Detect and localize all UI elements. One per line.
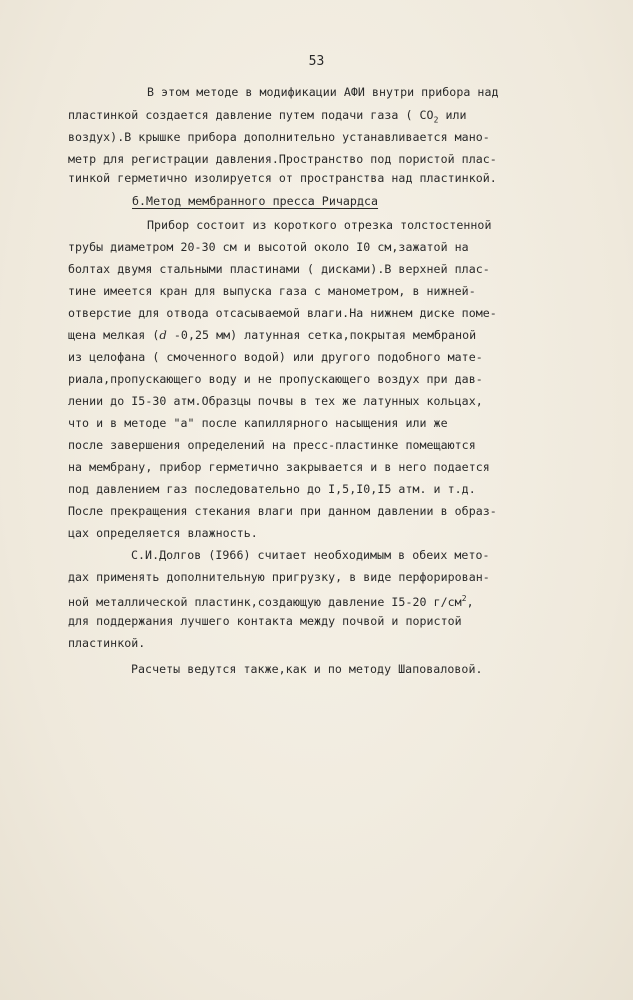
- text-line: трубы диаметром 20-30 см и высотой около I0 см,зажатой на: [68, 240, 469, 254]
- page-number: 53: [308, 54, 325, 69]
- paragraph-calculations: Расчеты ведутся также,как и по методу Шаповаловой.: [131, 662, 483, 676]
- text-line: Прибор состоит из короткого отрезка толстостенной: [147, 218, 492, 232]
- text-line: тине имеется кран для выпуска газа с манометром, в нижней-: [68, 284, 476, 298]
- text-line: С.И.Долгов (I966) считает необходимым в обеих мето-: [131, 548, 490, 562]
- text-line: болтах двумя стальными пластинами ( дисками).В верхней плас-: [68, 262, 490, 276]
- text-line: пластинкой.: [68, 636, 146, 650]
- text-line: лении до I5-30 атм.Образцы почвы в тех же латунных кольцах,: [68, 394, 483, 408]
- diameter-symbol: d: [159, 328, 167, 342]
- text-line: щена мелкая (d -0,25 мм) латунная сетка,покрытая мембраной: [68, 328, 477, 342]
- text-line: из целофана ( смоченного водой) или другого подобного мате-: [68, 350, 483, 364]
- text-line: тинкой герметично изолируется от пространства над пластинкой.: [68, 171, 497, 185]
- text-line: ной металлической пластинк,создающую давление I5-20 $г/см^2$,: [68, 594, 474, 609]
- text-line: для поддержания лучшего контакта между почвой и пористой: [68, 614, 462, 628]
- text-line: на мембрану, прибор герметично закрывается и в него подается: [68, 460, 490, 474]
- text-line: что и в методе "а" после капиллярного насыщения или же: [68, 416, 448, 430]
- text-line: После прекращения стекания влаги при данном давлении в образ-: [68, 504, 497, 518]
- text-line: пластинкой создается давление путем подачи газа ( $СО_2$ или: [68, 108, 467, 125]
- text-line: дах применять дополнительную пригрузку, в виде перфорирован-: [68, 570, 490, 584]
- section-heading: б.Метод мембранного пресса Ричардса: [132, 194, 379, 208]
- text-line: после завершения определений на пресс-пластинке помещаются: [68, 438, 476, 452]
- text-line: воздух).В крышке прибора дополнительно устанавливается мано-: [68, 130, 490, 144]
- text-line: отверстие для отвода отсасываемой влаги.На нижнем диске поме-: [68, 306, 497, 320]
- text-line: под давлением газ последовательно до I,5,I0,I5 атм. и т.д.: [68, 482, 476, 496]
- text-line: риала,пропускающего воду и не пропускающего воздух при дав-: [68, 372, 483, 386]
- text-line: В этом методе в модификации АФИ внутри прибора над: [147, 85, 499, 99]
- text-line: метр для регистрации давления.Пространство под пористой плас-: [68, 152, 497, 166]
- text-line: цах определяется влажность.: [68, 526, 258, 540]
